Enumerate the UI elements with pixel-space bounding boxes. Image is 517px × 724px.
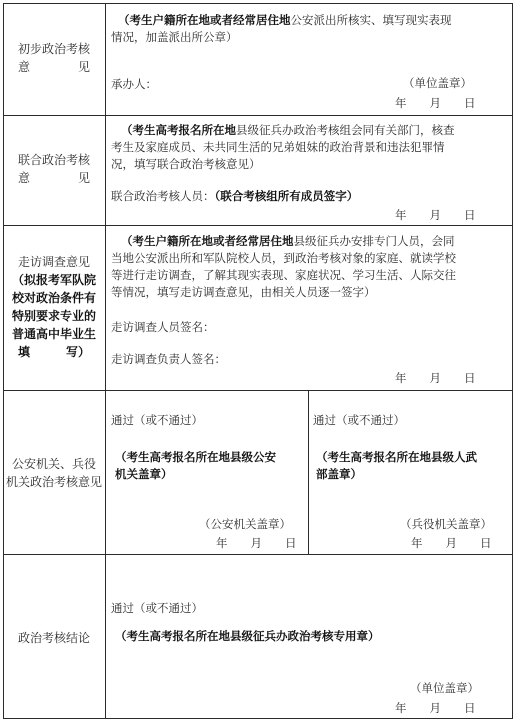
row1-label: 初步政治考核 意 见 — [17, 42, 90, 74]
row4-label: 公安机关、兵役 机关政治考核意见 — [5, 457, 102, 489]
row2-instruction-line1: （考生高考报名所在地县级征兵办政治考核组会同有关部门，核查 — [121, 123, 455, 137]
table-border-right — [512, 3, 513, 719]
table-border-bottom — [3, 718, 513, 719]
row-divider-1 — [3, 115, 513, 116]
row2-instruction-line3: 况，填写联合政治考核意见） — [111, 157, 261, 171]
authority-column-divider — [308, 390, 309, 555]
row3-instruction-line4: 等情况，填写走访调查意见，由相关人员逐一签字） — [111, 285, 376, 299]
row-divider-2 — [3, 225, 513, 226]
row4-left-bold-line2: 机关盖章） — [115, 467, 173, 481]
row5-pass: 通过（或不通过） — [111, 601, 203, 615]
row5-seal: （单位盖章） — [410, 681, 479, 695]
table-border-top — [3, 3, 513, 4]
row2-instruction-line2: 考生及家庭成员、未共同生活的兄弟姐妹的政治背景和违法犯罪情 — [111, 140, 445, 154]
row1-instruction-line2: 情况，加盖派出所公章） — [111, 30, 238, 44]
row4-right-bold-line1: （考生高考报名所在地县级人武 — [316, 450, 477, 464]
political-review-form — [3, 3, 513, 719]
row3-instruction-line3: 等进行走访调查，了解其现实表现、家庭状况、学习生活、人际交往 — [111, 268, 456, 282]
row3-instruction-line2: 当地公安派出所和军队院校人员，到政治考核对象的家庭、就读学校 — [111, 251, 456, 265]
row1-instruction-line1: （考生户籍所在地或者经常居住地公安派出所核实、填写现实表现 — [118, 13, 452, 27]
row4-right-seal: （兵役机关盖章） — [400, 517, 492, 531]
row5-bold: （考生高考报名所在地县级征兵办政治考核专用章） — [115, 629, 380, 643]
row4-left-date: 年 月 日 — [216, 536, 297, 550]
row3-label: 走访调查意见 （拟报考军队院 校对政治条件有 特别要求专业的 普通高中毕业生 填 写） — [11, 255, 96, 359]
row1-handler-label: 承办人： — [111, 77, 157, 91]
row4-right-pass: 通过（或不通过） — [313, 413, 405, 427]
label-column-divider — [105, 3, 106, 719]
row1-seal-note: （单位盖章） — [403, 76, 472, 90]
row3-instruction-line1: （考生户籍所在地或者经常居住地县级征兵办安排专门人员，会同 — [121, 234, 455, 248]
row3-date: 年 月 日 — [395, 371, 476, 385]
row4-left-seal: （公安机关盖章） — [199, 517, 291, 531]
row3-supervisor-signature: 走访调查负责人签名： — [111, 352, 226, 366]
row5-date: 年 月 日 — [395, 701, 476, 715]
row4-left-pass: 通过（或不通过） — [111, 413, 203, 427]
row-divider-4 — [3, 554, 513, 555]
row1-date: 年 月 日 — [395, 96, 476, 110]
row4-right-date: 年 月 日 — [411, 536, 492, 550]
row2-label: 联合政治考核 意 见 — [17, 153, 90, 185]
row-divider-3 — [3, 390, 513, 391]
row2-date: 年 月 日 — [395, 208, 476, 222]
row4-right-bold-line2: 部盖章） — [316, 467, 362, 481]
row3-investigator-signature: 走访调查人员签名： — [111, 320, 215, 334]
table-border-left — [3, 3, 4, 719]
row2-members-line: 联合政治考核人员：（联合考核组所有成员签字） — [111, 189, 359, 203]
row4-left-bold-line1: （考生高考报名所在地县级公安 — [115, 450, 276, 464]
row5-label: 政治考核结论 — [17, 631, 90, 645]
